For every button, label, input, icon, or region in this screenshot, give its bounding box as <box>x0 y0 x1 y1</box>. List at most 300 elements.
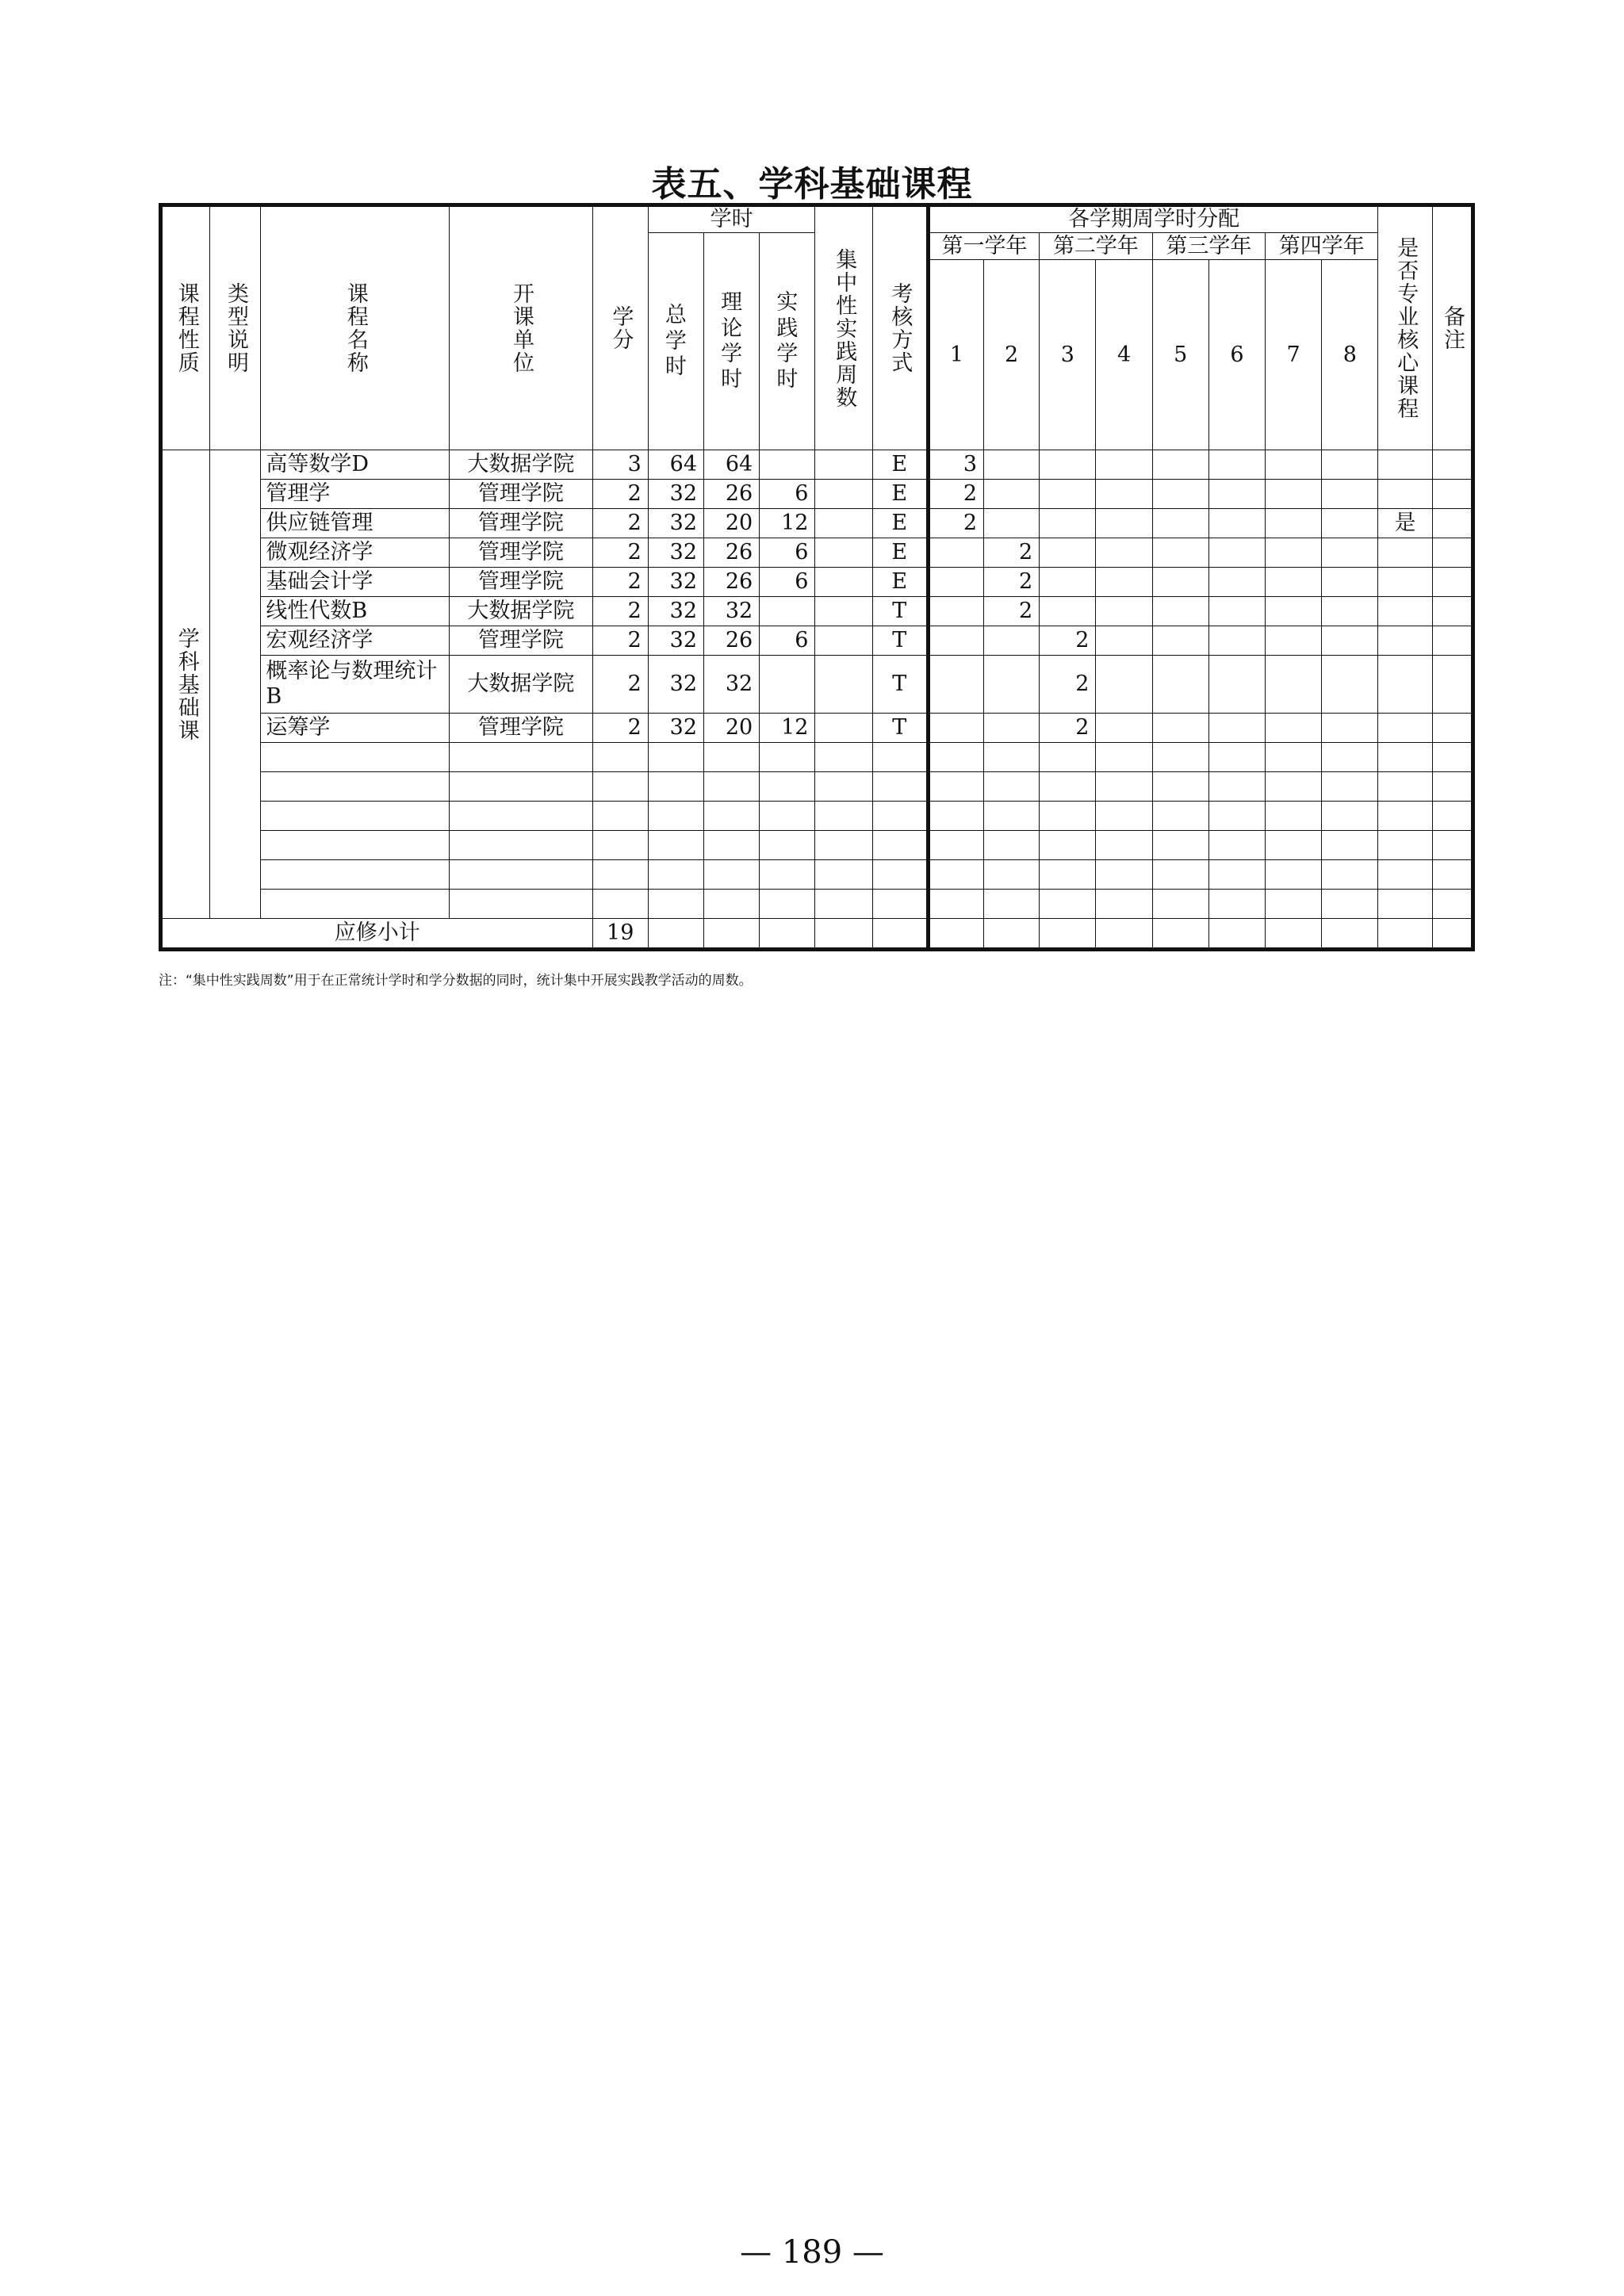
assessment-cell: T <box>872 656 928 714</box>
semester-7-cell <box>1266 509 1322 538</box>
credit-cell: 2 <box>592 656 648 714</box>
semester-7-cell <box>1266 802 1322 831</box>
intensive-weeks-cell <box>815 597 872 626</box>
semester-2-cell <box>984 831 1040 860</box>
practice-hours-cell <box>760 450 815 480</box>
course-name-cell: 概率论与数理统计B <box>261 656 450 714</box>
subtotal-empty-cell <box>1040 919 1096 950</box>
dept-cell <box>450 772 593 802</box>
semester-6-cell <box>1208 890 1265 919</box>
table-row <box>161 509 1473 538</box>
theory-hours-cell: 20 <box>704 509 760 538</box>
assessment-cell: T <box>872 714 928 743</box>
subtotal-empty-cell <box>928 919 983 950</box>
subtotal-row <box>161 919 1473 950</box>
header-year-2: 第二学年 <box>1040 233 1152 260</box>
semester-6-cell <box>1208 656 1265 714</box>
is-core-cell <box>1378 538 1432 568</box>
intensive-weeks-cell <box>815 890 872 919</box>
total-hours-cell <box>648 860 703 890</box>
semester-3-cell: 2 <box>1040 714 1096 743</box>
semester-8-cell <box>1322 509 1378 538</box>
credit-cell: 2 <box>592 568 648 597</box>
semester-7-cell <box>1266 480 1322 509</box>
semester-7-cell <box>1266 714 1322 743</box>
subtotal-empty-cell <box>1378 919 1432 950</box>
semester-3-cell <box>1040 890 1096 919</box>
theory-hours-cell: 64 <box>704 450 760 480</box>
practice-hours-cell: 12 <box>760 714 815 743</box>
semester-8-cell <box>1322 802 1378 831</box>
header-dept: 开课单位 <box>450 205 593 450</box>
theory-hours-cell <box>704 802 760 831</box>
course-name-cell <box>261 772 450 802</box>
practice-hours-cell: 6 <box>760 626 815 656</box>
practice-hours-cell <box>760 890 815 919</box>
semester-4-cell <box>1096 802 1152 831</box>
dept-cell: 管理学院 <box>450 714 593 743</box>
category-cell: 学科基础课 <box>161 450 210 919</box>
semester-6-cell <box>1208 538 1265 568</box>
remark-cell <box>1432 568 1473 597</box>
semester-1-cell: 2 <box>928 509 983 538</box>
semester-2-cell: 2 <box>984 538 1040 568</box>
intensive-weeks-cell <box>815 538 872 568</box>
semester-3-cell <box>1040 538 1096 568</box>
remark-cell <box>1432 597 1473 626</box>
semester-1-cell <box>928 831 983 860</box>
intensive-weeks-cell <box>815 626 872 656</box>
table-title: 表五、学科基础课程 <box>651 164 973 205</box>
table-row <box>161 890 1473 919</box>
header-remark: 备注 <box>1432 205 1473 450</box>
course-name-cell: 微观经济学 <box>261 538 450 568</box>
table-row <box>161 568 1473 597</box>
semester-1-cell <box>928 626 983 656</box>
semester-1-cell <box>928 772 983 802</box>
subtotal-empty-cell <box>1208 919 1265 950</box>
semester-4-cell <box>1096 597 1152 626</box>
assessment-cell: E <box>872 538 928 568</box>
semester-1-cell <box>928 656 983 714</box>
course-name-cell: 基础会计学 <box>261 568 450 597</box>
is-core-cell: 是 <box>1378 509 1432 538</box>
semester-2-cell: 2 <box>984 568 1040 597</box>
header-semester-7: 7 <box>1266 260 1322 450</box>
theory-hours-cell <box>704 743 760 772</box>
semester-5-cell <box>1152 509 1208 538</box>
dept-cell: 管理学院 <box>450 480 593 509</box>
intensive-weeks-cell <box>815 480 872 509</box>
theory-hours-cell: 20 <box>704 714 760 743</box>
semester-7-cell <box>1266 597 1322 626</box>
semester-7-cell <box>1266 860 1322 890</box>
assessment-cell: E <box>872 509 928 538</box>
subtotal-label: 应修小计 <box>161 919 593 950</box>
header-credit: 学分 <box>592 205 648 450</box>
theory-hours-cell: 26 <box>704 568 760 597</box>
subtotal-empty-cell <box>1322 919 1378 950</box>
total-hours-cell: 32 <box>648 568 703 597</box>
total-hours-cell: 32 <box>648 714 703 743</box>
theory-hours-cell: 26 <box>704 626 760 656</box>
semester-5-cell <box>1152 860 1208 890</box>
semester-6-cell <box>1208 568 1265 597</box>
course-name-cell <box>261 743 450 772</box>
semester-1-cell <box>928 802 983 831</box>
semester-1-cell <box>928 538 983 568</box>
dept-cell: 管理学院 <box>450 626 593 656</box>
total-hours-cell <box>648 831 703 860</box>
subtotal-empty-cell <box>984 919 1040 950</box>
semester-4-cell <box>1096 656 1152 714</box>
is-core-cell <box>1378 626 1432 656</box>
dept-cell <box>450 890 593 919</box>
semester-4-cell <box>1096 480 1152 509</box>
semester-4-cell <box>1096 538 1152 568</box>
table-row <box>161 538 1473 568</box>
remark-cell <box>1432 626 1473 656</box>
table-row <box>161 656 1473 714</box>
semester-8-cell <box>1322 450 1378 480</box>
course-name-cell: 运筹学 <box>261 714 450 743</box>
subtotal-empty-cell <box>1432 919 1473 950</box>
table-row <box>161 743 1473 772</box>
semester-8-cell <box>1322 772 1378 802</box>
semester-2-cell: 2 <box>984 597 1040 626</box>
credit-cell: 2 <box>592 538 648 568</box>
dept-cell: 管理学院 <box>450 568 593 597</box>
theory-hours-cell: 32 <box>704 656 760 714</box>
semester-6-cell <box>1208 509 1265 538</box>
credit-cell <box>592 772 648 802</box>
subtotal-empty-cell <box>1152 919 1208 950</box>
theory-hours-cell <box>704 831 760 860</box>
semester-3-cell <box>1040 568 1096 597</box>
assessment-cell <box>872 772 928 802</box>
semester-1-cell <box>928 860 983 890</box>
table-row <box>161 480 1473 509</box>
semester-5-cell <box>1152 743 1208 772</box>
header-total-hours: 总学时 <box>648 233 703 450</box>
semester-4-cell <box>1096 743 1152 772</box>
semester-8-cell <box>1322 626 1378 656</box>
table-row <box>161 597 1473 626</box>
credit-cell <box>592 860 648 890</box>
header-semester-2: 2 <box>984 260 1040 450</box>
header-year-1: 第一学年 <box>928 233 1039 260</box>
page-number: — 189 — <box>740 2234 884 2271</box>
semester-3-cell <box>1040 772 1096 802</box>
semester-3-cell: 2 <box>1040 626 1096 656</box>
course-name-cell: 宏观经济学 <box>261 626 450 656</box>
assessment-cell <box>872 831 928 860</box>
practice-hours-cell <box>760 802 815 831</box>
semester-6-cell <box>1208 743 1265 772</box>
subtotal-empty-cell <box>1266 919 1322 950</box>
course-name-cell: 高等数学D <box>261 450 450 480</box>
intensive-weeks-cell <box>815 831 872 860</box>
total-hours-cell: 32 <box>648 656 703 714</box>
semester-4-cell <box>1096 714 1152 743</box>
semester-6-cell <box>1208 626 1265 656</box>
course-name-cell <box>261 831 450 860</box>
assessment-cell <box>872 743 928 772</box>
header-course-name: 课程名称 <box>261 205 450 450</box>
credit-cell: 2 <box>592 509 648 538</box>
table-body <box>161 450 1473 950</box>
semester-2-cell <box>984 626 1040 656</box>
assessment-cell <box>872 802 928 831</box>
semester-5-cell <box>1152 568 1208 597</box>
assessment-cell <box>872 890 928 919</box>
practice-hours-cell <box>760 772 815 802</box>
remark-cell <box>1432 831 1473 860</box>
semester-3-cell <box>1040 860 1096 890</box>
is-core-cell <box>1378 714 1432 743</box>
assessment-cell: T <box>872 597 928 626</box>
semester-2-cell <box>984 890 1040 919</box>
practice-hours-cell <box>760 831 815 860</box>
semester-8-cell <box>1322 860 1378 890</box>
credit-cell: 2 <box>592 714 648 743</box>
semester-8-cell <box>1322 480 1378 509</box>
theory-hours-cell <box>704 890 760 919</box>
table-row <box>161 831 1473 860</box>
semester-7-cell <box>1266 890 1322 919</box>
table-row <box>161 714 1473 743</box>
header-assessment: 考核方式 <box>872 205 928 450</box>
remark-cell <box>1432 480 1473 509</box>
semester-8-cell <box>1322 568 1378 597</box>
total-hours-cell: 32 <box>648 597 703 626</box>
credit-cell <box>592 831 648 860</box>
is-core-cell <box>1378 890 1432 919</box>
semester-7-cell <box>1266 772 1322 802</box>
is-core-cell <box>1378 450 1432 480</box>
header-practice-hours: 实践学时 <box>760 233 815 450</box>
semester-4-cell <box>1096 509 1152 538</box>
semester-7-cell <box>1266 743 1322 772</box>
semester-8-cell <box>1322 714 1378 743</box>
is-core-cell <box>1378 831 1432 860</box>
dept-cell <box>450 860 593 890</box>
header-theory-hours: 理论学时 <box>704 233 760 450</box>
practice-hours-cell <box>760 860 815 890</box>
semester-3-cell <box>1040 597 1096 626</box>
is-core-cell <box>1378 597 1432 626</box>
subtotal-credit: 19 <box>592 919 648 950</box>
semester-7-cell <box>1266 568 1322 597</box>
header-type-desc: 类型说明 <box>210 205 261 450</box>
semester-4-cell <box>1096 772 1152 802</box>
subtotal-empty-cell <box>760 919 815 950</box>
type-desc-cell <box>210 450 261 919</box>
header-hours-group: 学时 <box>648 205 815 233</box>
semester-2-cell <box>984 480 1040 509</box>
remark-cell <box>1432 743 1473 772</box>
intensive-weeks-cell <box>815 802 872 831</box>
semester-8-cell <box>1322 831 1378 860</box>
header-year-3: 第三学年 <box>1152 233 1265 260</box>
semester-3-cell <box>1040 831 1096 860</box>
subtotal-empty-cell <box>1096 919 1152 950</box>
header-semester-8: 8 <box>1322 260 1378 450</box>
semester-5-cell <box>1152 714 1208 743</box>
curriculum-table <box>159 203 1475 951</box>
practice-hours-cell: 12 <box>760 509 815 538</box>
header-year-4: 第四学年 <box>1266 233 1378 260</box>
dept-cell: 管理学院 <box>450 538 593 568</box>
is-core-cell <box>1378 860 1432 890</box>
total-hours-cell: 32 <box>648 509 703 538</box>
assessment-cell: E <box>872 480 928 509</box>
remark-cell <box>1432 802 1473 831</box>
is-core-cell <box>1378 568 1432 597</box>
course-name-cell <box>261 860 450 890</box>
is-core-cell <box>1378 802 1432 831</box>
course-name-cell <box>261 890 450 919</box>
credit-cell <box>592 890 648 919</box>
theory-hours-cell: 26 <box>704 538 760 568</box>
assessment-cell: E <box>872 450 928 480</box>
total-hours-cell: 32 <box>648 626 703 656</box>
course-name-cell: 线性代数B <box>261 597 450 626</box>
semester-2-cell <box>984 860 1040 890</box>
total-hours-cell: 64 <box>648 450 703 480</box>
semester-3-cell <box>1040 509 1096 538</box>
intensive-weeks-cell <box>815 450 872 480</box>
total-hours-cell <box>648 743 703 772</box>
remark-cell <box>1432 890 1473 919</box>
semester-5-cell <box>1152 450 1208 480</box>
header-semester-group: 各学期周学时分配 <box>928 205 1378 233</box>
practice-hours-cell: 6 <box>760 568 815 597</box>
practice-hours-cell <box>760 656 815 714</box>
is-core-cell <box>1378 743 1432 772</box>
semester-6-cell <box>1208 772 1265 802</box>
theory-hours-cell <box>704 772 760 802</box>
semester-6-cell <box>1208 831 1265 860</box>
semester-6-cell <box>1208 802 1265 831</box>
semester-1-cell <box>928 890 983 919</box>
semester-5-cell <box>1152 802 1208 831</box>
semester-1-cell <box>928 714 983 743</box>
total-hours-cell <box>648 890 703 919</box>
semester-1-cell <box>928 568 983 597</box>
theory-hours-cell <box>704 860 760 890</box>
semester-3-cell <box>1040 480 1096 509</box>
total-hours-cell <box>648 772 703 802</box>
practice-hours-cell: 6 <box>760 480 815 509</box>
credit-cell <box>592 802 648 831</box>
semester-7-cell <box>1266 831 1322 860</box>
semester-8-cell <box>1322 538 1378 568</box>
course-name-cell: 管理学 <box>261 480 450 509</box>
dept-cell <box>450 802 593 831</box>
semester-5-cell <box>1152 772 1208 802</box>
total-hours-cell <box>648 802 703 831</box>
semester-2-cell <box>984 450 1040 480</box>
header-is-core: 是否专业核心课程 <box>1378 205 1432 450</box>
semester-7-cell <box>1266 450 1322 480</box>
intensive-weeks-cell <box>815 860 872 890</box>
table-row <box>161 772 1473 802</box>
semester-5-cell <box>1152 626 1208 656</box>
semester-2-cell <box>984 802 1040 831</box>
practice-hours-cell: 6 <box>760 538 815 568</box>
semester-8-cell <box>1322 597 1378 626</box>
dept-cell: 大数据学院 <box>450 597 593 626</box>
course-name-cell: 供应链管理 <box>261 509 450 538</box>
remark-cell <box>1432 714 1473 743</box>
credit-cell: 2 <box>592 597 648 626</box>
semester-8-cell <box>1322 890 1378 919</box>
subtotal-empty-cell <box>648 919 703 950</box>
header-semester-5: 5 <box>1152 260 1208 450</box>
semester-5-cell <box>1152 597 1208 626</box>
footnote: 注：“集中性实践周数”用于在正常统计学时和学分数据的同时，统计集中开展实践教学活动的周数。 <box>159 973 753 989</box>
is-core-cell <box>1378 772 1432 802</box>
practice-hours-cell <box>760 597 815 626</box>
table-row <box>161 450 1473 480</box>
semester-2-cell <box>984 656 1040 714</box>
intensive-weeks-cell <box>815 772 872 802</box>
semester-1-cell: 2 <box>928 480 983 509</box>
dept-cell <box>450 743 593 772</box>
semester-4-cell <box>1096 831 1152 860</box>
intensive-weeks-cell <box>815 509 872 538</box>
subtotal-empty-cell <box>815 919 872 950</box>
remark-cell <box>1432 656 1473 714</box>
intensive-weeks-cell <box>815 714 872 743</box>
is-core-cell <box>1378 480 1432 509</box>
table-header <box>161 205 1473 450</box>
header-semester-1: 1 <box>928 260 983 450</box>
total-hours-cell: 32 <box>648 538 703 568</box>
header-semester-3: 3 <box>1040 260 1096 450</box>
assessment-cell: T <box>872 626 928 656</box>
semester-8-cell <box>1322 656 1378 714</box>
credit-cell: 3 <box>592 450 648 480</box>
total-hours-cell: 32 <box>648 480 703 509</box>
intensive-weeks-cell <box>815 743 872 772</box>
semester-4-cell <box>1096 450 1152 480</box>
semester-5-cell <box>1152 656 1208 714</box>
semester-2-cell <box>984 772 1040 802</box>
credit-cell: 2 <box>592 626 648 656</box>
table-row <box>161 860 1473 890</box>
is-core-cell <box>1378 656 1432 714</box>
header-semester-6: 6 <box>1208 260 1265 450</box>
semester-2-cell <box>984 743 1040 772</box>
credit-cell <box>592 743 648 772</box>
semester-3-cell: 2 <box>1040 656 1096 714</box>
semester-6-cell <box>1208 597 1265 626</box>
semester-1-cell <box>928 743 983 772</box>
remark-cell <box>1432 450 1473 480</box>
dept-cell: 大数据学院 <box>450 656 593 714</box>
dept-cell <box>450 831 593 860</box>
semester-6-cell <box>1208 480 1265 509</box>
dept-cell: 大数据学院 <box>450 450 593 480</box>
theory-hours-cell: 26 <box>704 480 760 509</box>
assessment-cell: E <box>872 568 928 597</box>
table-row <box>161 802 1473 831</box>
intensive-weeks-cell <box>815 656 872 714</box>
semester-7-cell <box>1266 626 1322 656</box>
header-course-nature: 课程性质 <box>161 205 210 450</box>
